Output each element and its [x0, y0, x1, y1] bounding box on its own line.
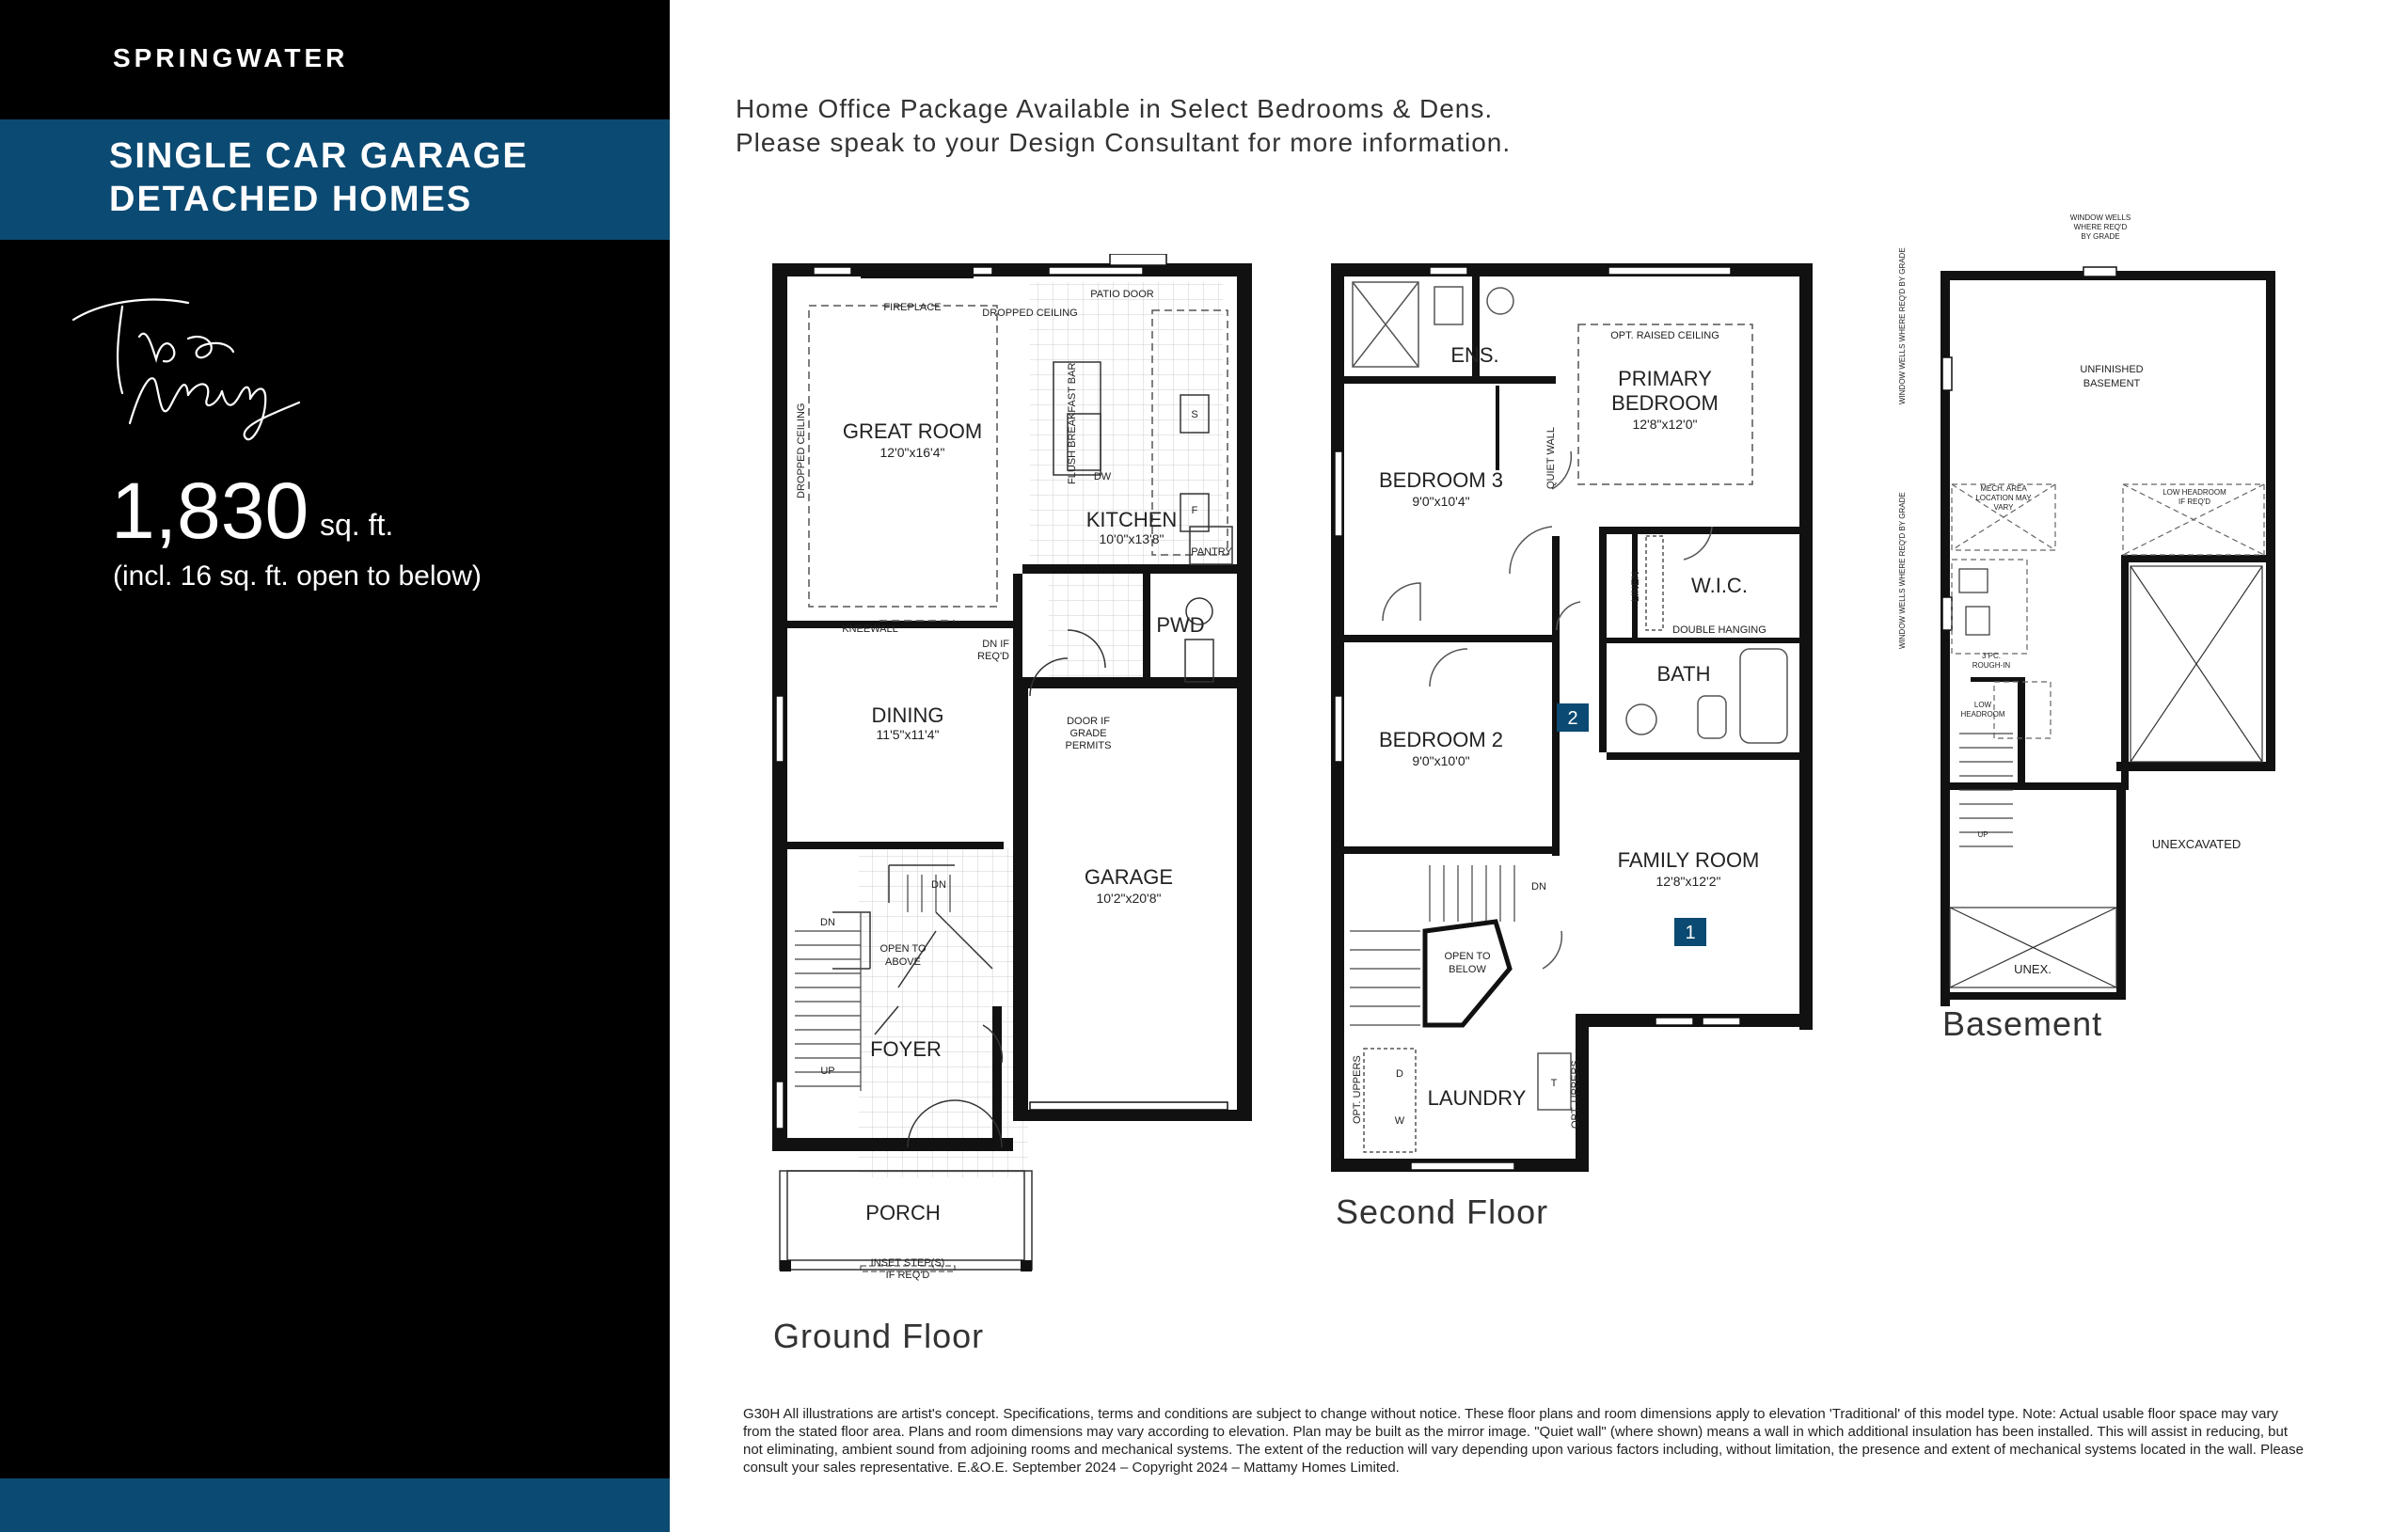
- home-office-notice-line-2: Please speak to your Design Consultant for more information.: [736, 128, 1512, 157]
- door-if-permits-label: PERMITS: [1065, 740, 1112, 751]
- bedroom-2-dimensions: 9'0"x10'0": [1412, 753, 1470, 768]
- dining-dimensions: 11'5"x11'4": [876, 727, 940, 742]
- low-headroom-label-2: IF REQ'D: [2178, 498, 2210, 506]
- family-room-label: FAMILY ROOM: [1617, 848, 1760, 872]
- basement-plan: [1877, 207, 2290, 1006]
- community-name: SPRINGWATER: [113, 43, 349, 72]
- fireplace-label: FIREPLACE: [883, 302, 942, 313]
- primary-bedroom-dimensions: 12'8"x12'0": [1632, 417, 1698, 432]
- low-headroom-label-1: LOW HEADROOM: [2162, 488, 2226, 497]
- dn-if-reqd-label: REQ'D: [977, 651, 1009, 662]
- door-if-label: DOOR IF: [1067, 716, 1110, 727]
- stair-up-label: UP: [820, 1066, 835, 1077]
- quiet-wall-label: QUIET WALL: [1545, 426, 1557, 489]
- dn-if-label: DN IF: [982, 639, 1009, 650]
- stair-low-headroom-label-2: HEADROOM: [1960, 710, 2005, 719]
- kneewall-label: KNEEWALL: [842, 624, 898, 635]
- fridge-label: F: [1191, 505, 1198, 516]
- window-wells-top-line-1: WINDOW WELLS: [2069, 213, 2131, 222]
- unfinished-basement-label-2: BASEMENT: [2083, 378, 2141, 389]
- primary-bedroom-label-1: PRIMARY: [1618, 367, 1712, 390]
- bath-label: BATH: [1656, 662, 1711, 686]
- great-room-label: GREAT ROOM: [842, 419, 983, 443]
- washer-label: W: [1394, 1115, 1405, 1127]
- square-footage-unit: sq. ft.: [320, 508, 394, 542]
- home-type-band: [0, 119, 670, 240]
- home-office-notice-line-1: Home Office Package Available in Select Bedrooms & Dens.: [736, 94, 1494, 123]
- family-room-dimensions: 12'8"x12'2": [1656, 874, 1721, 889]
- patio-door-label: PATIO DOOR: [1090, 289, 1154, 300]
- porch-label: PORCH: [865, 1201, 941, 1224]
- garage-dimensions: 10'2"x20'8": [1096, 891, 1162, 906]
- ground-floor-plan: [767, 254, 1256, 1298]
- unfinished-basement-label-1: UNFINISHED: [2080, 364, 2144, 375]
- opt-uppers-label-right: OPT. UPPERS: [1570, 1060, 1581, 1129]
- pantry-label: PANTRY: [1191, 546, 1232, 558]
- square-footage: 1,830: [111, 466, 309, 555]
- second-floor-plan: [1326, 254, 1815, 1176]
- window-wells-top-line-2: WHERE REQ'D: [2073, 223, 2128, 231]
- stair-low-headroom-label-1: LOW: [1973, 701, 1992, 709]
- flush-breakfast-bar-label: FLUSH BREAKFAST BAR: [1067, 362, 1078, 484]
- ground-floor-title: Ground Floor: [773, 1317, 985, 1355]
- unexcavated-label: UNEXCAVATED: [2151, 837, 2242, 851]
- great-room-dimensions: 12'0"x16'4": [879, 445, 945, 460]
- dropped-ceiling-side-label: DROPPED CEILING: [796, 403, 807, 498]
- opt-uppers-label-left: OPT. UPPERS: [1352, 1055, 1363, 1124]
- laundry-label: LAUNDRY: [1427, 1086, 1527, 1110]
- tub-label: T: [1550, 1078, 1558, 1089]
- stair-down-label-1: DN: [931, 879, 946, 891]
- powder-room-label: PWD: [1156, 613, 1205, 637]
- home-type-line-1: SINGLE CAR GARAGE: [109, 136, 529, 176]
- dishwasher-label: DW: [1093, 471, 1112, 482]
- bedroom-3-label: BEDROOM 3: [1378, 468, 1504, 492]
- mech-area-label-1: MECH. AREA: [1980, 484, 2027, 493]
- mech-area-label-3: VARY: [1993, 503, 2014, 512]
- inset-steps-label: INSET STEP(S): [870, 1257, 945, 1269]
- rough-in-label-2: ROUGH-IN: [1972, 661, 2011, 670]
- second-floor-title: Second Floor: [1336, 1192, 1549, 1231]
- stair-down-label-2: DN: [820, 917, 835, 928]
- mech-area-label-2: LOCATION MAY: [1975, 494, 2032, 502]
- foyer-label: FOYER: [870, 1037, 942, 1061]
- primary-bedroom-label-2: BEDROOM: [1611, 391, 1719, 415]
- open-to-below-label-1: OPEN TO: [1444, 951, 1491, 962]
- dryer-label: D: [1396, 1068, 1403, 1080]
- linen-label: LINEN: [1630, 571, 1641, 602]
- window-wells-side-label-2: WINDOW WELLS WHERE REQ'D BY GRADE: [1898, 492, 1907, 649]
- window-wells-top-line-3: BY GRADE: [2081, 232, 2120, 241]
- bedroom-tag-2: 2: [1567, 708, 1578, 729]
- door-if-grade-label: GRADE: [1069, 728, 1107, 739]
- kitchen-label: KITCHEN: [1085, 508, 1178, 531]
- stair-down-label: DN: [1531, 881, 1546, 892]
- footer-band: [0, 1478, 670, 1532]
- model-name-script-logo: [66, 282, 339, 461]
- basement-title: Basement: [1942, 1004, 2103, 1043]
- family-room-tag-1: 1: [1685, 923, 1696, 943]
- open-to-below-label-2: BELOW: [1449, 964, 1486, 975]
- walk-in-closet-label: W.I.C.: [1691, 574, 1748, 597]
- dining-label: DINING: [871, 703, 944, 727]
- stair-up-label: UP: [1977, 830, 1988, 839]
- kitchen-dimensions: 10'0"x13'8": [1099, 531, 1164, 546]
- opt-raised-ceiling-label: OPT. RAISED CEILING: [1610, 330, 1719, 341]
- window-wells-side-label-1: WINDOW WELLS WHERE REQ'D BY GRADE: [1898, 247, 1907, 404]
- garage-label: GARAGE: [1084, 865, 1174, 889]
- ensuite-label: ENS.: [1450, 343, 1499, 367]
- double-hanging-label: DOUBLE HANGING: [1672, 624, 1766, 636]
- sink-label: S: [1191, 409, 1198, 420]
- inset-steps-reqd-label: IF REQ'D: [885, 1270, 930, 1281]
- square-footage-note: (incl. 16 sq. ft. open to below): [113, 561, 482, 592]
- bedroom-2-label: BEDROOM 2: [1378, 728, 1504, 751]
- rough-in-label-1: 3 PC.: [1981, 652, 2002, 660]
- unex-label: UNEX.: [2014, 962, 2052, 976]
- bedroom-3-dimensions: 9'0"x10'4": [1412, 494, 1470, 509]
- sidebar-panel: [0, 0, 670, 1532]
- open-to-above-label-1: OPEN TO: [879, 943, 927, 955]
- open-to-above-label-2: ABOVE: [885, 956, 921, 968]
- home-type-line-2: DETACHED HOMES: [109, 180, 473, 219]
- dropped-ceiling-label: DROPPED CEILING: [982, 308, 1078, 319]
- legal-disclaimer: G30H All illustrations are artist's concept. Specifications, terms and conditions are subject to change without notice. These floor plans and room dimensions apply to elevation 'Traditional' of this model type. Note: Actual usable floor space may vary from the stated floor area. Plans and room dimensions may vary according to elevation. Plan may be built as the mirror image. "Quiet wall" (where shown) means a wall in which additional insulation has been installed. This will assist in reducing, but not eliminating, ambient sound from adjoining rooms and mechanical systems. The extent of the reduction will vary depending upon various factors including, without limitation, the presence and extent of mechanical systems located in the wall. Please consult your sales representative. E.&O.E. September 2024 – Copyright 2024 – Mattamy Homes Limited.: [743, 1406, 2304, 1476]
